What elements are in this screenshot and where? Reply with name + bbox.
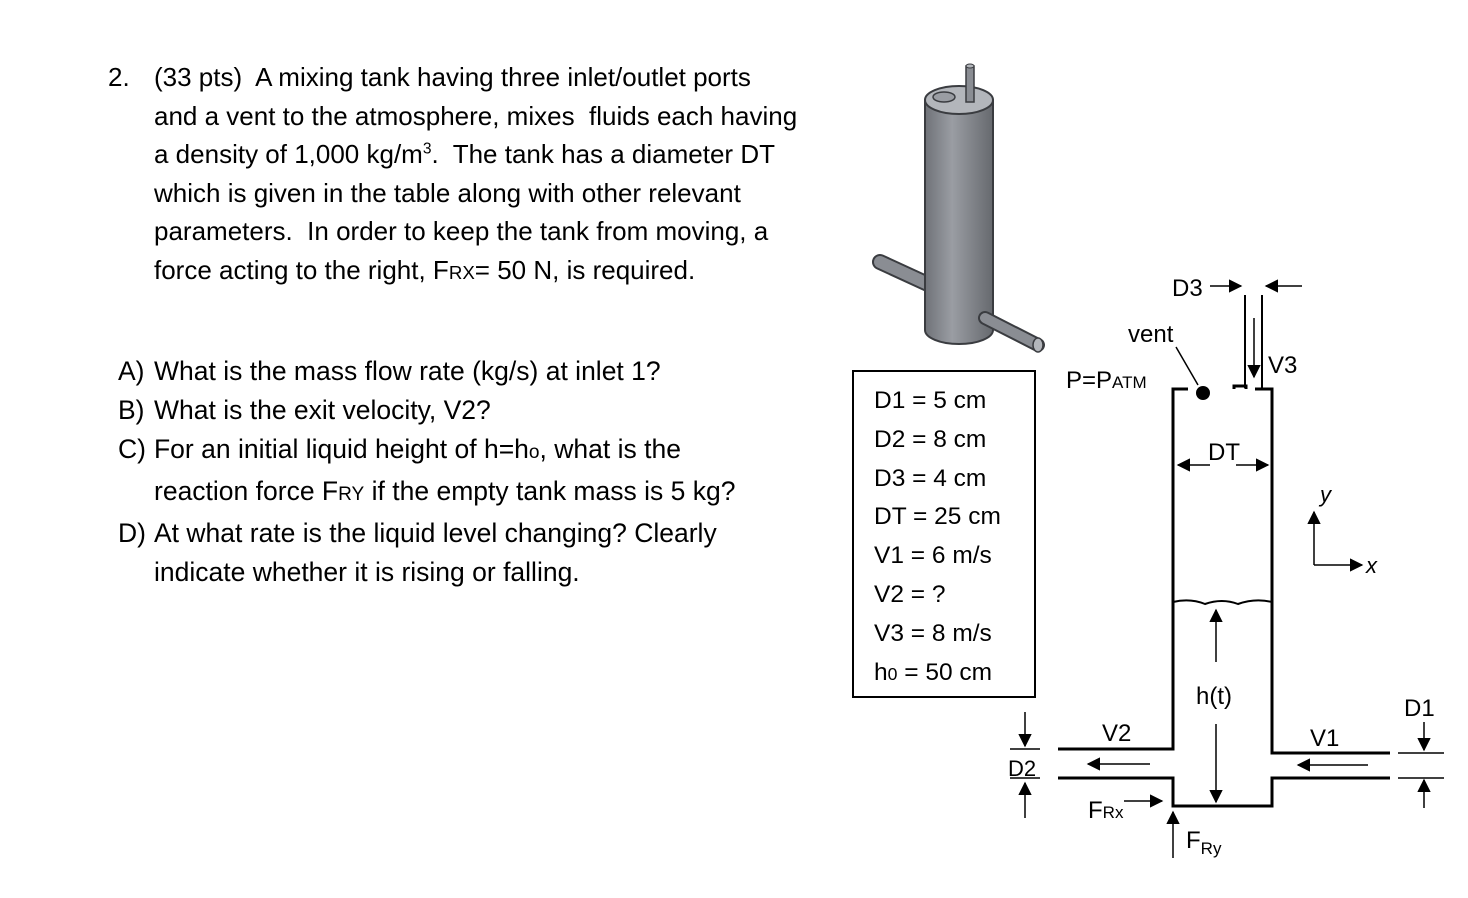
question-d-label: D) bbox=[118, 518, 146, 548]
d3-label: D3 bbox=[1172, 275, 1203, 302]
param-h0-subscript: 0 bbox=[887, 663, 898, 684]
question-d-line-1: At what rate is the liquid level changing? Clearly bbox=[154, 518, 717, 548]
vent-dot bbox=[1196, 386, 1210, 400]
problem-line-5: parameters. In order to keep the tank from moving, a bbox=[154, 216, 769, 246]
problem-line-3b: . The tank has a diameter DT bbox=[431, 139, 775, 169]
question-d-line-2: indicate whether it is rising or falling. bbox=[154, 557, 580, 587]
tank-3d-render bbox=[880, 64, 1043, 352]
problem-line-3a: a density of 1,000 kg/m bbox=[154, 139, 423, 169]
question-c-text-3: reaction force F bbox=[154, 476, 339, 506]
inlet-3-pipe bbox=[1245, 295, 1262, 388]
dt-label: DT bbox=[1208, 439, 1240, 466]
v1-label: V1 bbox=[1310, 725, 1340, 752]
question-c-text-1: For an initial liquid height of h=h bbox=[154, 434, 529, 464]
d2-label: D2 bbox=[1008, 756, 1037, 781]
question-c-text-2: , what is the bbox=[539, 434, 681, 464]
question-c-text-4: if the empty tank mass is 5 kg? bbox=[364, 476, 736, 506]
x-axis-label: x bbox=[1366, 553, 1377, 578]
fry-label: $F_{Ry}$ bbox=[1186, 827, 1222, 858]
inlet-pipe-3d bbox=[966, 66, 974, 102]
problem-line-6a: force acting to the right, F bbox=[154, 254, 449, 285]
liquid-surface bbox=[1173, 600, 1272, 604]
param-v2: V2 = ? bbox=[874, 580, 946, 608]
question-b-text: What is the exit velocity, V2? bbox=[154, 395, 491, 425]
param-v1: V1 = 6 m/s bbox=[874, 542, 992, 570]
vent-hole bbox=[933, 92, 955, 102]
question-a-label: A) bbox=[118, 356, 145, 386]
parameter-table bbox=[852, 370, 1036, 698]
question-b-label: B) bbox=[118, 395, 145, 425]
patm-label: P=PATM bbox=[1066, 367, 1147, 394]
d1-label: D1 bbox=[1404, 695, 1435, 722]
param-h0 bbox=[874, 654, 1034, 694]
param-d2: D2 = 8 cm bbox=[874, 425, 987, 453]
frx-subscript: RX bbox=[448, 261, 475, 283]
vent-label: vent bbox=[1128, 321, 1174, 348]
param-d3: D3 = 4 cm bbox=[874, 464, 987, 492]
problem-line-1-text: A mixing tank having three inlet/outlet ports bbox=[255, 62, 751, 92]
problem-line-2: and a vent to the atmosphere, mixes fluids each having bbox=[154, 100, 798, 131]
problem-line-6b: = 50 N, is required. bbox=[474, 254, 696, 285]
right-pipe-3d bbox=[985, 318, 1043, 352]
question-a-text: What is the mass flow rate (kg/s) at inlet 1? bbox=[154, 356, 661, 386]
question-c-label: C) bbox=[118, 434, 146, 464]
param-h0-symbol: h bbox=[874, 658, 888, 686]
problem-points: (33 pts) bbox=[154, 62, 243, 92]
h-label: h(t) bbox=[1196, 683, 1232, 710]
problem-number: 2. bbox=[108, 62, 130, 92]
density-exponent: 3 bbox=[422, 140, 432, 158]
param-h0-value: = 50 cm bbox=[897, 658, 993, 686]
vent-leader bbox=[1176, 347, 1198, 385]
y-axis-label: y bbox=[1320, 482, 1331, 507]
h0-subscript: o bbox=[528, 442, 540, 463]
param-dt: DT = 25 cm bbox=[874, 503, 1001, 531]
frx-label: FRx bbox=[1088, 797, 1124, 824]
left-pipe-3d bbox=[880, 262, 930, 285]
param-v3: V3 = 8 m/s bbox=[874, 619, 992, 647]
fry-subscript: RY bbox=[338, 484, 365, 505]
param-d1: D1 = 5 cm bbox=[874, 387, 987, 414]
problem-line-4: which is given in the table along with other relevant bbox=[154, 177, 741, 208]
v2-label: V2 bbox=[1102, 720, 1132, 747]
v3-label: V3 bbox=[1268, 352, 1298, 379]
